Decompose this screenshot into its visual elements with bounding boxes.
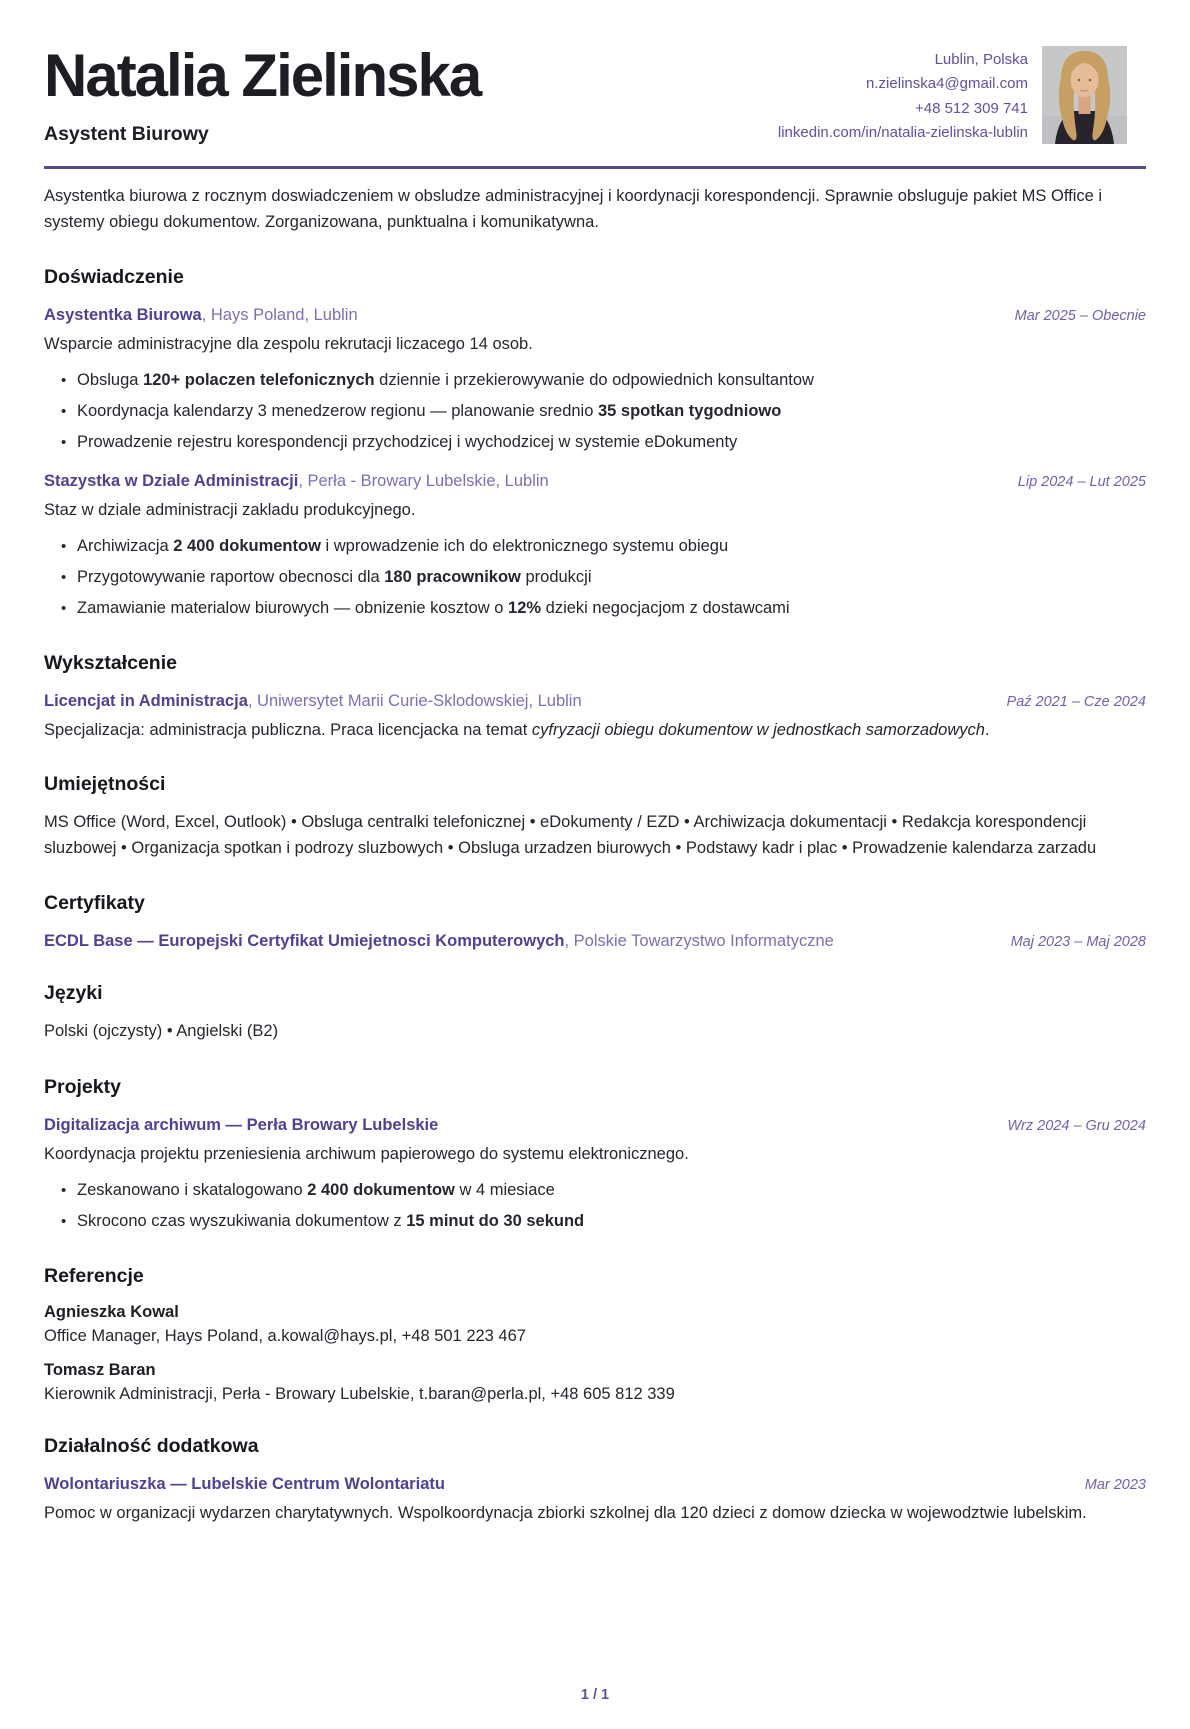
entry-school: , Uniwersytet Marii Curie-Sklodowskiej, Lublin: [247, 691, 582, 710]
entry-title-line: [44, 932, 834, 951]
certificate-name: ECDL Base — Europejski Certyfikat Umiejetnosci Komputerowych: [44, 932, 565, 951]
skills-text: MS Office (Word, Excel, Outlook) • Obsluga centralki telefonicznej • eDokumenty / EZD • Archiwizacja dokumentacji • Redakcja korespondencji sluzbowej • Organizacja spotkan i podrozy sluzbowych • Obsluga urzadzen biurowych • Podstawy kadr i plac • Prowadzenie kalendarza zarzadu: [44, 813, 1097, 857]
section-heading-languages: Języki: [44, 982, 103, 1005]
reference-person: [44, 1361, 1146, 1404]
header-divider: [44, 166, 1146, 169]
entry-company: , Hays Poland, Lublin: [201, 306, 358, 325]
certificate-entry: [44, 932, 1146, 951]
contact-linkedin-link[interactable]: linkedin.com/in/natalia-zielinska-lublin: [777, 123, 1028, 141]
project-name: Digitalizacja archiwum — Perła Browary Lubelskie: [44, 1115, 439, 1134]
contact-block: [778, 48, 1028, 145]
entry-title-line: [44, 1116, 438, 1135]
entry-degree: Licencjat in Administracja: [44, 691, 248, 710]
bullet-list: [44, 1179, 1146, 1234]
certificate-issuer: , Polskie Towarzystwo Informatyczne: [564, 932, 834, 951]
bullet-item: • Zeskanowano i skatalogowano 2 400 dokumentow w 4 miesiace: [77, 1179, 1146, 1203]
bullet-item: • Archiwizacja 2 400 dokumentow i wprowadzenie ich do elektronicznego systemu obiegu: [77, 535, 1146, 559]
contact-phone-link[interactable]: +48 512 309 741: [914, 99, 1028, 117]
bullet-item: • Skrocono czas wyszukiwania dokumentow z 15 minut do 30 sekund: [77, 1210, 1146, 1234]
entry-title-line: [44, 692, 582, 711]
entry-date: Lip 2024 – Lut 2025: [1017, 473, 1146, 490]
entry-description: Specjalizacja: administracja publiczna. Praca licencjacka na temat cyfryzacji obiegu dokumentow w jednostkach samorzadowych.: [44, 720, 990, 739]
section-additional-activity: [44, 1435, 1146, 1526]
entry-header: [44, 692, 1146, 711]
bullet-item: • Prowadzenie rejestru korespondencji przychodzicej i wychodzicej w systemie eDokumenty: [77, 431, 1146, 455]
section-heading-projects: Projekty: [44, 1075, 121, 1098]
entry-company: , Perła - Browary Lubelskie, Lublin: [298, 471, 549, 490]
section-heading-additional-activity: Działalność dodatkowa: [44, 1434, 259, 1457]
entry-header: [44, 1116, 1146, 1135]
bullet-list: [44, 369, 1146, 455]
entry-description: Wsparcie administracyjne dla zespolu rekrutacji liczacego 14 osob.: [44, 335, 533, 354]
reference-name: Agnieszka Kowal: [44, 1302, 179, 1321]
activity-name: Wolontariuszka — Lubelskie Centrum Wolontariatu: [44, 1474, 445, 1493]
additional-activity-entry: [44, 1475, 1146, 1526]
profile-photo: [1042, 46, 1127, 144]
bullet-item: • Koordynacja kalendarzy 3 menedzerow regionu — planowanie srednio 35 spotkan tygodniowo: [77, 400, 1146, 424]
entry-date: Mar 2025 – Obecnie: [1014, 308, 1146, 325]
entry-title-line: [44, 472, 549, 491]
project-entry: [44, 1116, 1146, 1234]
page-indicator: 1 / 1: [580, 1687, 610, 1703]
person-job-title: Asystent Biurowy: [44, 123, 209, 145]
education-entry: [44, 692, 1146, 743]
reference-details: Office Manager, Hays Poland, a.kowal@hays.pl, +48 501 223 467: [44, 1326, 526, 1345]
bullet-list: [44, 535, 1146, 621]
bullet-item: • Zamawianie materialow biurowych — obnizenie kosztow o 12% dzieki negocjacjom z dostawcami: [77, 597, 1146, 621]
reference-person: [44, 1303, 1146, 1346]
section-projects: [44, 1076, 1146, 1234]
languages-text: Polski (ojczysty) • Angielski (B2): [44, 1022, 279, 1041]
entry-title-line: [44, 306, 358, 325]
summary-text: Asystentka biurowa z rocznym doswiadczeniem w obsludze administracyjnej i koordynacji korespondencji. Sprawnie obsluguje pakiet MS Office i systemy obiegu dokumentow. Zorganizowana, punktualna i komunikatywna.: [44, 187, 1103, 231]
entry-role: Stazystka w Dziale Administracji: [44, 471, 299, 490]
entry-header: [44, 306, 1146, 325]
entry-header: [44, 472, 1146, 491]
bullet-item: • Obsluga 120+ polaczen telefonicznych dziennie i przekierowywanie do odpowiednich konsultantow: [77, 369, 1146, 393]
reference-name: Tomasz Baran: [44, 1360, 156, 1379]
bullet-item: • Przygotowywanie raportow obecnosci dla 180 pracownikow produkcji: [77, 566, 1146, 590]
entry-description: Koordynacja projektu przeniesienia archiwum papierowego do systemu elektronicznego.: [44, 1144, 689, 1163]
section-certificates: [44, 892, 1146, 951]
section-heading-certificates: Certyfikaty: [44, 892, 145, 915]
section-heading-experience: Doświadczenie: [44, 266, 184, 289]
entry-header: [44, 932, 1146, 951]
section-experience: [44, 266, 1146, 620]
experience-entry: [44, 306, 1146, 455]
entry-description: Staz w dziale administracji zakladu produkcyjnego.: [44, 500, 416, 519]
resume-page: [0, 42, 1190, 1525]
section-heading-education: Wykształcenie: [44, 651, 177, 674]
section-heading-skills: Umiejętności: [44, 773, 166, 796]
section-languages: [44, 982, 1146, 1045]
section-references: [44, 1265, 1146, 1404]
entry-date: Maj 2023 – Maj 2028: [1010, 934, 1146, 951]
entry-date: Paź 2021 – Cze 2024: [1006, 693, 1146, 710]
section-skills: [44, 773, 1146, 861]
entry-description: Pomoc w organizacji wydarzen charytatywnych. Wspolkoordynacja zbiorki szkolnej dla 120 dzieci z domow dziecka w wojewodztwie lubelskim.: [44, 1503, 1087, 1522]
entry-date: Mar 2023: [1084, 1476, 1146, 1493]
contact-email-link[interactable]: n.zielinska4@gmail.com: [866, 75, 1028, 93]
section-education: [44, 652, 1146, 743]
entry-header: [44, 1475, 1146, 1494]
entry-role: Asystentka Biurowa: [44, 306, 202, 325]
reference-details: Kierownik Administracji, Perła - Browary Lubelskie, t.baran@perla.pl, +48 605 812 339: [44, 1384, 675, 1403]
entry-date: Wrz 2024 – Gru 2024: [1007, 1117, 1146, 1134]
header: [44, 42, 1146, 146]
section-heading-references: Referencje: [44, 1264, 144, 1287]
entry-title-line: [44, 1475, 445, 1494]
experience-entry: [44, 472, 1146, 621]
person-name: Natalia Zielinska: [44, 42, 481, 109]
header-identity: [44, 42, 778, 146]
contact-location: Lublin, Polska: [934, 51, 1028, 68]
